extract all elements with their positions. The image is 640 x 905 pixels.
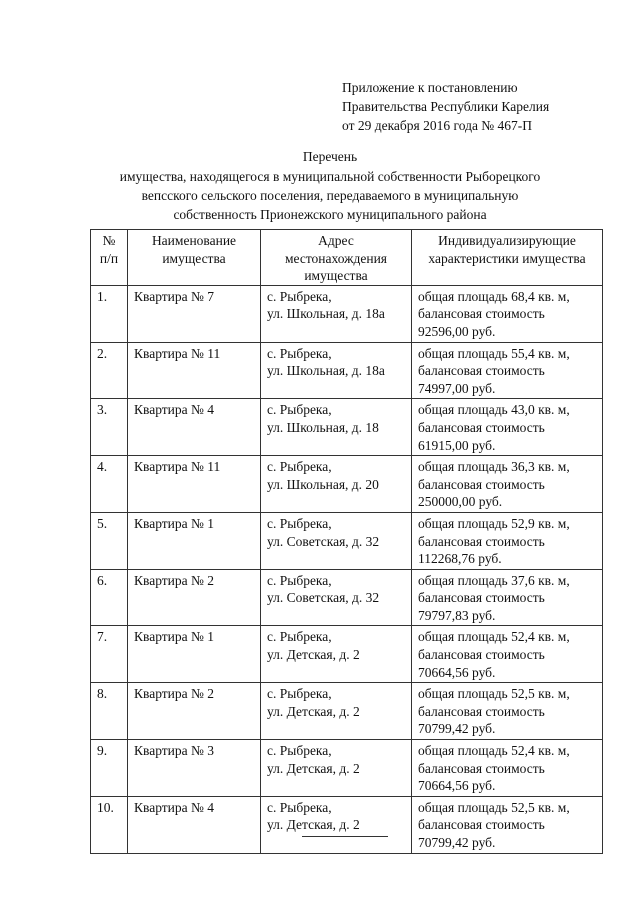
table-row [91, 456, 603, 513]
cell-number: 10. [91, 796, 128, 853]
cell-address: с. Рыбрека, ул. Детская, д. 2 [261, 683, 412, 740]
cell-address: с. Рыбрека, ул. Детская, д. 2 [261, 740, 412, 797]
appendix-header [342, 78, 549, 135]
cell-characteristics: общая площадь 43,0 кв. м, балансовая стоимость 61915,00 руб. [412, 399, 603, 456]
cell-number: 8. [91, 683, 128, 740]
cell-characteristics: общая площадь 52,4 кв. м, балансовая стоимость 70664,56 руб. [412, 626, 603, 683]
cell-name: Квартира № 2 [128, 683, 261, 740]
cell-address: с. Рыбрека, ул. Школьная, д. 20 [261, 456, 412, 513]
cell-name: Квартира № 1 [128, 512, 261, 569]
title-line: имущества, находящегося в муниципальной собственности Рыборецкого [119, 169, 541, 184]
appendix-line: Приложение к постановлению [342, 80, 518, 95]
cell-address: с. Рыбрека, ул. Советская, д. 32 [261, 569, 412, 626]
cell-number: 6. [91, 569, 128, 626]
cell-number: 4. [91, 456, 128, 513]
cell-number: 1. [91, 285, 128, 342]
cell-characteristics: общая площадь 68,4 кв. м, балансовая стоимость 92596,00 руб. [412, 285, 603, 342]
cell-number: 2. [91, 342, 128, 399]
table-row [91, 512, 603, 569]
cell-characteristics: общая площадь 52,9 кв. м, балансовая стоимость 112268,76 руб. [412, 512, 603, 569]
appendix-line: Правительства Республики Карелия [342, 99, 550, 114]
cell-characteristics: общая площадь 55,4 кв. м, балансовая стоимость 74997,00 руб. [412, 342, 603, 399]
cell-number: 9. [91, 740, 128, 797]
cell-characteristics: общая площадь 52,5 кв. м, балансовая стоимость 70799,42 руб. [412, 683, 603, 740]
cell-name: Квартира № 7 [128, 285, 261, 342]
cell-name: Квартира № 4 [128, 796, 261, 853]
table-row [91, 683, 603, 740]
cell-characteristics: общая площадь 36,3 кв. м, балансовая стоимость 250000,00 руб. [412, 456, 603, 513]
table-header-row [91, 230, 603, 286]
cell-characteristics: общая площадь 37,6 кв. м, балансовая стоимость 79797,83 руб. [412, 569, 603, 626]
document-title [80, 147, 580, 224]
cell-address: с. Рыбрека, ул. Советская, д. 32 [261, 512, 412, 569]
table-row [91, 626, 603, 683]
table-row [91, 569, 603, 626]
cell-number: 7. [91, 626, 128, 683]
cell-name: Квартира № 1 [128, 626, 261, 683]
cell-name: Квартира № 11 [128, 456, 261, 513]
header-characteristics: Индивидуализирующие характеристики имущества [412, 230, 603, 286]
cell-address: с. Рыбрека, ул. Школьная, д. 18 [261, 399, 412, 456]
title-line: собственность Прионежского муниципального района [173, 207, 487, 222]
cell-name: Квартира № 11 [128, 342, 261, 399]
header-address: Адрес местонахождения имущества [261, 230, 412, 286]
cell-address: с. Рыбрека, ул. Школьная, д. 18а [261, 342, 412, 399]
cell-characteristics: общая площадь 52,4 кв. м, балансовая стоимость 70664,56 руб. [412, 740, 603, 797]
cell-name: Квартира № 4 [128, 399, 261, 456]
header-number: № п/п [91, 230, 128, 286]
table-row [91, 740, 603, 797]
property-table [90, 229, 603, 854]
table-row [91, 399, 603, 456]
cell-characteristics: общая площадь 52,5 кв. м, балансовая стоимость 70799,42 руб. [412, 796, 603, 853]
header-name: Наименование имущества [128, 230, 261, 286]
title-line: вепсского сельского поселения, передаваемого в муниципальную [141, 188, 519, 203]
table-row [91, 796, 603, 853]
cell-number: 5. [91, 512, 128, 569]
cell-name: Квартира № 3 [128, 740, 261, 797]
table-row [91, 285, 603, 342]
cell-address: с. Рыбрека, ул. Детская, д. 2 [261, 796, 412, 853]
cell-address: с. Рыбрека, ул. Школьная, д. 18а [261, 285, 412, 342]
cell-number: 3. [91, 399, 128, 456]
table-row [91, 342, 603, 399]
appendix-line: от 29 декабря 2016 года № 467-П [342, 118, 533, 133]
cell-name: Квартира № 2 [128, 569, 261, 626]
closing-divider [302, 836, 388, 837]
title-heading: Перечень [302, 149, 358, 164]
cell-address: с. Рыбрека, ул. Детская, д. 2 [261, 626, 412, 683]
